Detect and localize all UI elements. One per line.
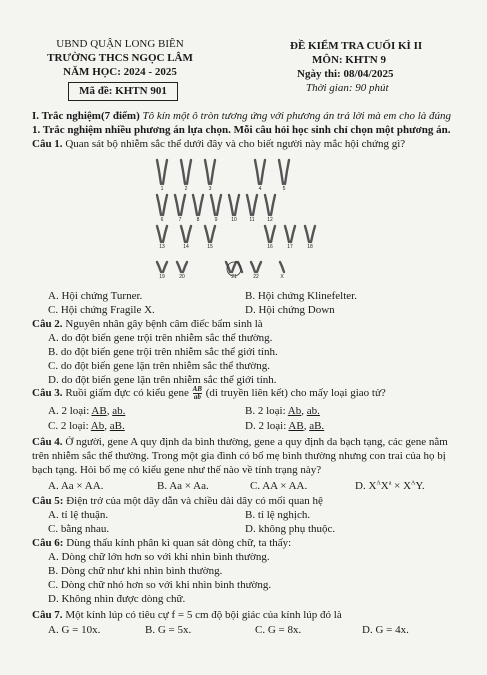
q4-d-part2: X <box>380 480 389 492</box>
q5-option-c[interactable]: C. bằng nhau. <box>48 523 110 535</box>
q3-number: Câu 3. <box>32 387 63 400</box>
chromosome-20 <box>177 262 181 272</box>
chromosome-17 <box>291 226 295 242</box>
q6-option-d[interactable]: D. Không nhìn được dòng chữ. <box>48 593 186 605</box>
chromosome-19 <box>157 262 161 272</box>
q5-text: Điện trở của một dây dẫn và chiều dài dây có mối quan hệ <box>66 495 323 507</box>
q7-text: Một kính lúp có tiêu cự f = 5 cm độ bội giác của kính lúp đó là <box>65 609 342 621</box>
q1-stem <box>32 138 405 150</box>
chromosome-14 <box>187 226 191 242</box>
q5-option-d[interactable]: D. không phụ thuộc. <box>245 523 336 535</box>
chromosome-20 <box>183 262 187 272</box>
q4-number: Câu 4. <box>32 436 63 448</box>
chromosome-15 <box>205 226 209 242</box>
subject: MÔN: KHTN 9 <box>312 54 386 66</box>
q5-option-b[interactable]: B. tỉ lệ nghịch. <box>245 509 311 521</box>
karyotype-label-16: 16 <box>267 244 273 250</box>
q3-a-sep: , <box>106 405 110 417</box>
q6-option-c[interactable]: C. Dòng chữ nhỏ hơn so với khi nhìn bình thường. <box>48 579 272 591</box>
chromosome-6 <box>157 195 161 215</box>
exam-code: Mã đề: KHTN 901 <box>79 85 167 97</box>
chromosome-14 <box>181 226 185 242</box>
section-title-line <box>32 110 451 122</box>
q5-number: Câu 5: <box>32 495 64 507</box>
chromosome-15 <box>211 226 215 242</box>
q7-option-b[interactable]: B. G = 5x. <box>145 624 192 636</box>
chromosome-21 <box>232 262 236 272</box>
chromosome-9 <box>211 195 215 215</box>
q6-number: Câu 6: <box>32 537 64 549</box>
q1-number: Câu 1. <box>32 138 63 150</box>
q3-c-gamete-2: aB. <box>109 420 125 432</box>
school-year: NĂM HỌC: 2024 - 2025 <box>63 66 177 78</box>
q4-stem-line2: trên nhiễm sắc thể thường. Trong một gia đình có bố mẹ bình thường nhưng con trai của họ bị <box>32 450 446 462</box>
q3-option-c[interactable] <box>48 420 125 432</box>
chromosome-10 <box>235 195 239 215</box>
karyotype-label-7: 7 <box>178 217 182 223</box>
karyotype-label-18: 18 <box>307 244 313 250</box>
chromosome-7 <box>175 195 179 215</box>
q3-a-gamete-1: AB <box>91 405 107 417</box>
q3-text-post: (di truyền liên kết) cho mấy loại giao tử? <box>205 387 386 400</box>
chromosome-3 <box>211 160 215 184</box>
part1-title: 1. Trắc nghiệm nhiều phương án lựa chọn. Mỗi câu hỏi học sinh chỉ chọn một phương án. <box>32 124 451 136</box>
chromosome-1 <box>163 160 167 184</box>
q6-stem <box>32 537 291 549</box>
karyotype-label-10: 10 <box>231 217 237 223</box>
chromosome-19 <box>163 262 167 272</box>
karyotype-label-22: 22 <box>253 274 259 280</box>
karyotype-label-4: 4 <box>258 186 262 192</box>
karyotype-label-12: 12 <box>267 217 273 223</box>
chromosome-3 <box>205 160 209 184</box>
chromosome-11 <box>253 195 257 215</box>
karyotype-label-2: 2 <box>184 186 188 192</box>
q3-c-label: C. 2 loại: <box>48 420 89 432</box>
q3-stem <box>32 386 386 401</box>
karyotype-label-17: 17 <box>287 244 293 250</box>
q2-option-a[interactable]: A. do đột biến gene trội trên nhiễm sắc thể thường. <box>48 332 273 344</box>
q1-option-c[interactable]: C. Hội chứng Fragile X. <box>48 304 155 316</box>
q2-option-d[interactable]: D. do đột biến gene lặn trên nhiễm sắc thể giới tính. <box>48 374 277 386</box>
chromosome-6 <box>163 195 167 215</box>
chromosome-12 <box>265 195 269 215</box>
q4-d-sup2: a <box>388 480 392 487</box>
chromosome-X <box>280 262 284 272</box>
q4-option-d[interactable] <box>355 480 425 492</box>
karyotype-label-5: 5 <box>282 186 286 192</box>
chromosome-8 <box>193 195 197 215</box>
q3-c-gamete-1: Ab <box>90 420 105 432</box>
q4-d-part3: × X <box>391 480 412 492</box>
exam-title: ĐỀ KIỂM TRA CUỐI KÌ II <box>290 40 423 52</box>
chromosome-4 <box>261 160 265 184</box>
q3-option-a[interactable] <box>48 405 125 417</box>
q4-option-b[interactable]: B. Aa × Aa. <box>157 480 209 492</box>
district-name: UBND QUẬN LONG BIÊN <box>56 38 184 50</box>
q7-option-a[interactable]: A. G = 10x. <box>48 624 101 636</box>
q3-b-gamete-2: ab. <box>306 405 320 417</box>
q4-d-part1: D. X <box>355 480 377 492</box>
q3-b-label: B. 2 loại: <box>245 405 286 417</box>
q4-stem-line3: bạch tạng. Hỏi bố mẹ có kiểu gene như thế nào về tính trạng này? <box>32 464 322 476</box>
chromosome-18 <box>305 226 309 242</box>
q1-option-b[interactable]: B. Hội chứng Klinefelter. <box>245 290 357 302</box>
q3-c-sep: , <box>104 420 107 432</box>
q3-d-gamete-2: aB. <box>309 420 325 432</box>
school-name: TRƯỜNG THCS NGỌC LÂM <box>47 52 193 64</box>
q4-option-a[interactable]: A. Aa × AA. <box>48 480 104 492</box>
chromosome-7 <box>181 195 185 215</box>
q7-option-d[interactable]: D. G = 4x. <box>362 624 409 636</box>
karyotype-label-21: 21 <box>231 274 237 280</box>
karyotype-label-14: 14 <box>183 244 189 250</box>
q7-number: Câu 7. <box>32 609 63 621</box>
q3-b-gamete-1: Ab <box>287 405 302 417</box>
q3-text-pre: Ruồi giấm đực có kiểu gene <box>65 387 189 400</box>
chromosome-8 <box>199 195 203 215</box>
chromosome-9 <box>217 195 221 215</box>
q2-option-b[interactable]: B. do đột biến gene trội trên nhiễm sắc thể giới tính. <box>48 346 278 358</box>
chromosome-11 <box>247 195 251 215</box>
section-instruction: Tô kín một ô tròn tương ứng với phương án trả lời mà em cho là đúng <box>142 110 452 122</box>
fraction-numerator: AB <box>192 385 202 393</box>
chromosome-2 <box>181 160 185 184</box>
q3-d-gamete-1: AB <box>288 420 304 432</box>
karyotype-image <box>150 152 340 282</box>
q6-text: Dùng thấu kính phân kì quan sát dòng chữ, ta thấy: <box>66 537 292 549</box>
q4-d-sup3: A <box>411 480 416 487</box>
chromosome-5 <box>285 160 289 184</box>
q6-option-b[interactable]: B. Dòng chữ như khi nhìn bình thường. <box>48 565 223 577</box>
karyotype-label-8: 8 <box>196 217 200 223</box>
q3-b-sep: , <box>301 405 304 417</box>
q1-option-a[interactable]: A. Hội chứng Turner. <box>48 290 143 302</box>
chromosome-4 <box>255 160 259 184</box>
karyotype-label-11: 11 <box>249 217 255 223</box>
q4-stem-line1 <box>32 436 448 448</box>
q3-option-b[interactable] <box>245 405 320 417</box>
chromosome-16 <box>265 226 269 242</box>
karyotype-label-1: 1 <box>160 186 164 192</box>
chromosome-18 <box>311 226 315 242</box>
section-title: I. Trắc nghiệm(7 điểm) <box>32 110 140 122</box>
q1-text: Quan sát bộ nhiễm sắc thể dưới đây và cho biết người này mắc hội chứng gì? <box>65 138 406 150</box>
q2-stem <box>32 318 263 330</box>
q2-text: Nguyên nhân gây bệnh câm điếc bẩm sinh là <box>65 318 263 330</box>
q7-option-c[interactable]: C. G = 8x. <box>255 624 302 636</box>
q4-text-1: Ở người, gene A quy định da bình thường, gene a quy định da bạch tạng, các gene nằm <box>65 436 448 448</box>
karyotype-label-19: 19 <box>159 274 165 280</box>
chromosome-17 <box>285 226 289 242</box>
chromosome-5 <box>279 160 283 184</box>
karyotype-label-X: X <box>280 274 284 280</box>
chromosome-22 <box>251 262 255 272</box>
q3-option-d[interactable] <box>245 420 324 432</box>
chromosome-1 <box>157 160 161 184</box>
q4-d-sup1: A <box>376 480 381 487</box>
chromosome-13 <box>163 226 167 242</box>
q3-a-label: A. 2 loại: <box>48 405 90 417</box>
q1-option-d[interactable]: D. Hội chứng Down <box>245 304 335 316</box>
chromosome-13 <box>157 226 161 242</box>
q7-stem <box>32 609 342 621</box>
karyotype-label-15: 15 <box>207 244 213 250</box>
chromosome-16 <box>271 226 275 242</box>
karyotype-label-9: 9 <box>214 217 218 223</box>
duration: Thời gian: 90 phút <box>306 82 389 94</box>
q3-a-gamete-2: ab. <box>112 405 126 417</box>
q2-option-c[interactable]: C. do đột biến gene lặn trên nhiễm sắc thể thường. <box>48 360 270 372</box>
genotype-fraction <box>193 386 202 401</box>
chromosome-10 <box>229 195 233 215</box>
q6-option-a[interactable]: A. Dòng chữ lớn hơn so với khi nhìn bình thường. <box>48 551 270 563</box>
q4-d-part4: Y. <box>415 480 425 492</box>
karyotype-label-13: 13 <box>159 244 165 250</box>
q3-d-label: D. 2 loại: <box>245 420 287 432</box>
q4-option-c[interactable]: C. AA × AA. <box>250 480 308 492</box>
test-date: Ngày thi: 08/04/2025 <box>297 68 394 80</box>
karyotype-label-20: 20 <box>179 274 185 280</box>
chromosome-12 <box>271 195 275 215</box>
karyotype-label-3: 3 <box>208 186 212 192</box>
q3-d-sep: , <box>303 420 307 432</box>
q2-number: Câu 2. <box>32 318 63 330</box>
chromosome-22 <box>257 262 261 272</box>
chromosome-2 <box>187 160 191 184</box>
q5-stem <box>32 495 323 507</box>
karyotype-label-6: 6 <box>160 217 164 223</box>
fraction-denominator: ab <box>193 393 201 401</box>
q5-option-a[interactable]: A. tỉ lệ thuận. <box>48 509 109 521</box>
